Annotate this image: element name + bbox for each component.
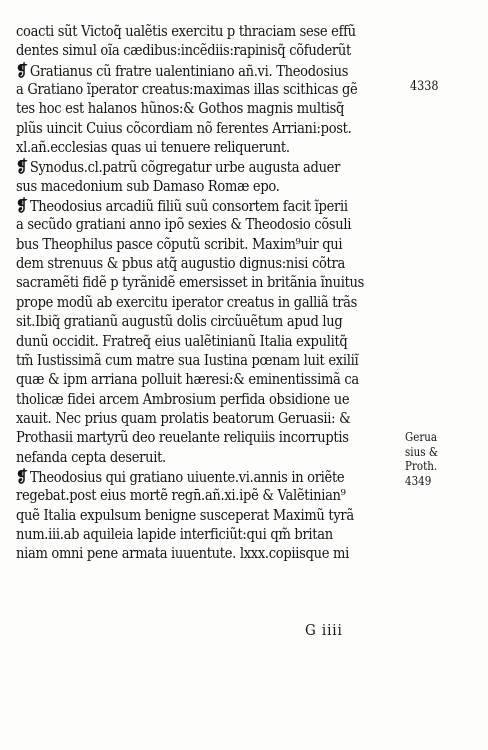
text-line: dunũ occidit. Fratreq̃ eius ualẽtinianũ Italia expulitq̃ <box>16 331 348 350</box>
text-line: bus Theophilus pasce cõputũ scribit. Maxim⁹uir qui <box>16 234 343 253</box>
margin-note-line: sius & <box>405 444 439 459</box>
text-line: tes hoc est halanos hũnos:& Gothos magnis multisq̃ <box>16 99 345 118</box>
text-line: prope modũ ab exercitu iperator creatus in galliã trãs <box>16 292 358 311</box>
margin-note <box>405 430 457 488</box>
text-line: xauit. Nec prius quam prolatis beatorum Geruasii: & <box>16 408 351 427</box>
main-text-column <box>16 22 404 564</box>
text-line: a secũdo gratiani anno ipõ sexies & Theodosio cõsuli <box>16 215 352 234</box>
text-line: sit.Ibiq̃ gratianũ augustũ dolis circũuẽtum apud lug <box>16 312 343 331</box>
text-line: ❡ Theodosius arcadiũ filiũ suũ consortem facit ĩperii <box>16 196 348 216</box>
margin-year-annotation: 4338 <box>410 79 439 94</box>
paragraph-mark: ❡ <box>16 196 28 216</box>
text-line: quẽ Italia expulsum benigne susceperat Maximũ tyrã <box>16 505 354 524</box>
text-line: ❡ Theodosius qui gratiano uiuente.vi.annis in oriẽte <box>16 466 345 486</box>
text-line: coacti sũt Victoq̃ ualẽtis exercitu p thraciam sese effũ <box>16 22 356 40</box>
signature-mark: G iiii <box>305 621 343 639</box>
text-line: ❡ Gratianus cũ fratre ualentiniano añ.vi. Theodosius <box>16 60 349 80</box>
text-line: num.iii.ab aquileia lapide interficiũt:qui qm̃ britan <box>16 524 333 543</box>
paragraph-mark: ❡ <box>16 157 28 177</box>
text-line: regebat.post eius mortẽ regn̄.añ.xi.ipẽ & Valẽtinian⁹ <box>16 486 346 505</box>
text-line: sacramẽti fidẽ p tyrãnidẽ emersisset in britãnia ĩnuitus <box>16 273 365 292</box>
text-line: sus macedonium sub Damaso Romæ epo. <box>16 176 280 195</box>
text-line: tholicæ fidei arcem Ambrosium perfida obsidione ue <box>16 389 350 408</box>
text-line: niam omni pene armata iuuentute. lxxx.copiisque mi <box>16 544 349 563</box>
text-line: ❡ Synodus.cl.patrũ cõgregatur urbe augusta aduer <box>16 157 341 177</box>
text-line: quæ & ipm arriana polluit hæresi:& eminentissimã ca <box>16 370 359 389</box>
text-line: xl.añ.ecclesias quas ui tenuere reliquerunt. <box>16 138 290 157</box>
text-line: dem strenuus & pbus atq̃ augustio dignus:nisi cõtra <box>16 254 345 273</box>
margin-note-line: Geruа <box>405 430 438 444</box>
text-line: nefanda cepta deseruit. <box>16 447 166 466</box>
paragraph-mark: ❡ <box>16 466 28 486</box>
text-line: tm̃ Iustissimã cum matre sua Iustina pœnam luit exiliĩ <box>16 350 359 369</box>
margin-note-line: 4349 <box>405 473 432 488</box>
paragraph-mark: ❡ <box>16 60 28 80</box>
text-line: Prothasii martyrũ deo reuelante reliquiis incorruptis <box>16 428 349 447</box>
text-line: dentes simul oĩa cædibus:incẽdiis:rapinisq̃ cõfuderũt <box>16 41 351 60</box>
text-line: a Gratiano ĩperator creatus:maximas illas scithicas gẽ <box>16 80 358 99</box>
text-line: plũs uincit Cuius cõcordiam nõ ferentes Arriani:post. <box>16 118 352 137</box>
margin-note-line: Proth. <box>405 459 438 473</box>
